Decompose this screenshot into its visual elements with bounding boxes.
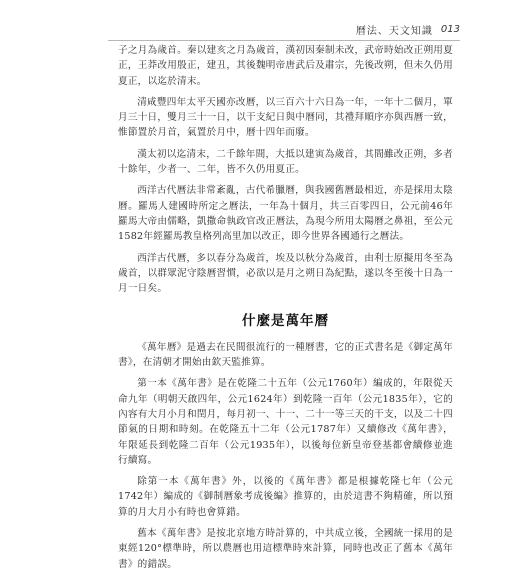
section-title: 什麼是萬年曆	[242, 313, 329, 330]
header-rule	[108, 40, 460, 41]
body-text	[118, 43, 453, 572]
paragraph: 第一本《萬年書》是在乾隆二十五年（公元1760年）編成的，年限從天命九年（明朝天啟四年，公元1624年）到乾隆一百年（公元1835年），它的內容有大月小月和閏月，每月初一、十一、二十一等三天的干支，以及二十四節氣的日期和時刻。在乾隆五十二年（公元1787年）又續修改《萬年書》，年限延長到乾隆二百年（公元1935年），以後每位新皇帝登基都會續修並進行續寫。	[118, 378, 453, 466]
paragraph: 除第一本《萬年書》外，以後的《萬年書》都是根據乾隆七年（公元1742年）編成的《御制曆象考成後編》推算的，由於這書不夠精確，所以預算的月大月小有時也會算錯。	[118, 476, 453, 518]
paragraph: 《萬年曆》是過去在民間很流行的一種曆書，它的正式書名是《御定萬年書》，在清朝才開始由欽天監推算。	[118, 341, 453, 369]
paragraph: 西洋古代曆法非常紊亂，古代希臘曆，與我國舊曆最相近，亦是採用太陰曆。羅馬人建國時所定之曆法，一年為十個月，共三百零四日，公元前46年羅馬大帝由儒略，凱撒命執政官改正曆法，為現今所用太陽曆之鼻祖，至公元1582年經羅馬教皇格列高里加以改正，即今世界各國通行之曆法。	[118, 185, 453, 243]
paragraph: 西洋古代曆，多以春分為歲首，埃及以秋分為歲首，由利士原擬用冬至為歲首，以群眾泥守陰曆習慣，必欲以是月之朔日為紀點，遂以冬至後十日為一月一日矣。	[118, 252, 453, 295]
paragraph: 舊本《萬年書》是按北京地方時計算的，中共成立後，全國統一採用的是東經120°標準時，所以農曆也用這標準時來計算，同時也改正了舊本《萬年書》的錯誤。	[118, 528, 453, 570]
page-number: 013	[440, 23, 460, 35]
paragraph: 清咸豐四年太平天國亦改曆，以三百六十六日為一年，一年十二個月，單月三十日，雙月三十一日，以干支紀日與中曆同，其禮拜順序亦與西曆一致，惟節置於月首，氣置於月中，曆十四年而廢。	[118, 96, 453, 139]
paragraph: 漢太初以迄清末，二千餘年間，大抵以建寅為歲首，其間雖改正朔，多者十餘年，少者一、二年，皆不久仍用夏正。	[118, 148, 453, 176]
running-title: 曆法、天文知識	[355, 25, 433, 37]
paragraph: 子之月為歲首。秦以建亥之月為歲首，漢初因秦制未改，武帝時始改正朔用夏正，王莽改用殷正，建丑，其後魏明帝唐武后及肅宗，先後改朔，但未久仍用夏正，以迄於清末。	[118, 45, 453, 87]
page-header	[356, 20, 460, 38]
